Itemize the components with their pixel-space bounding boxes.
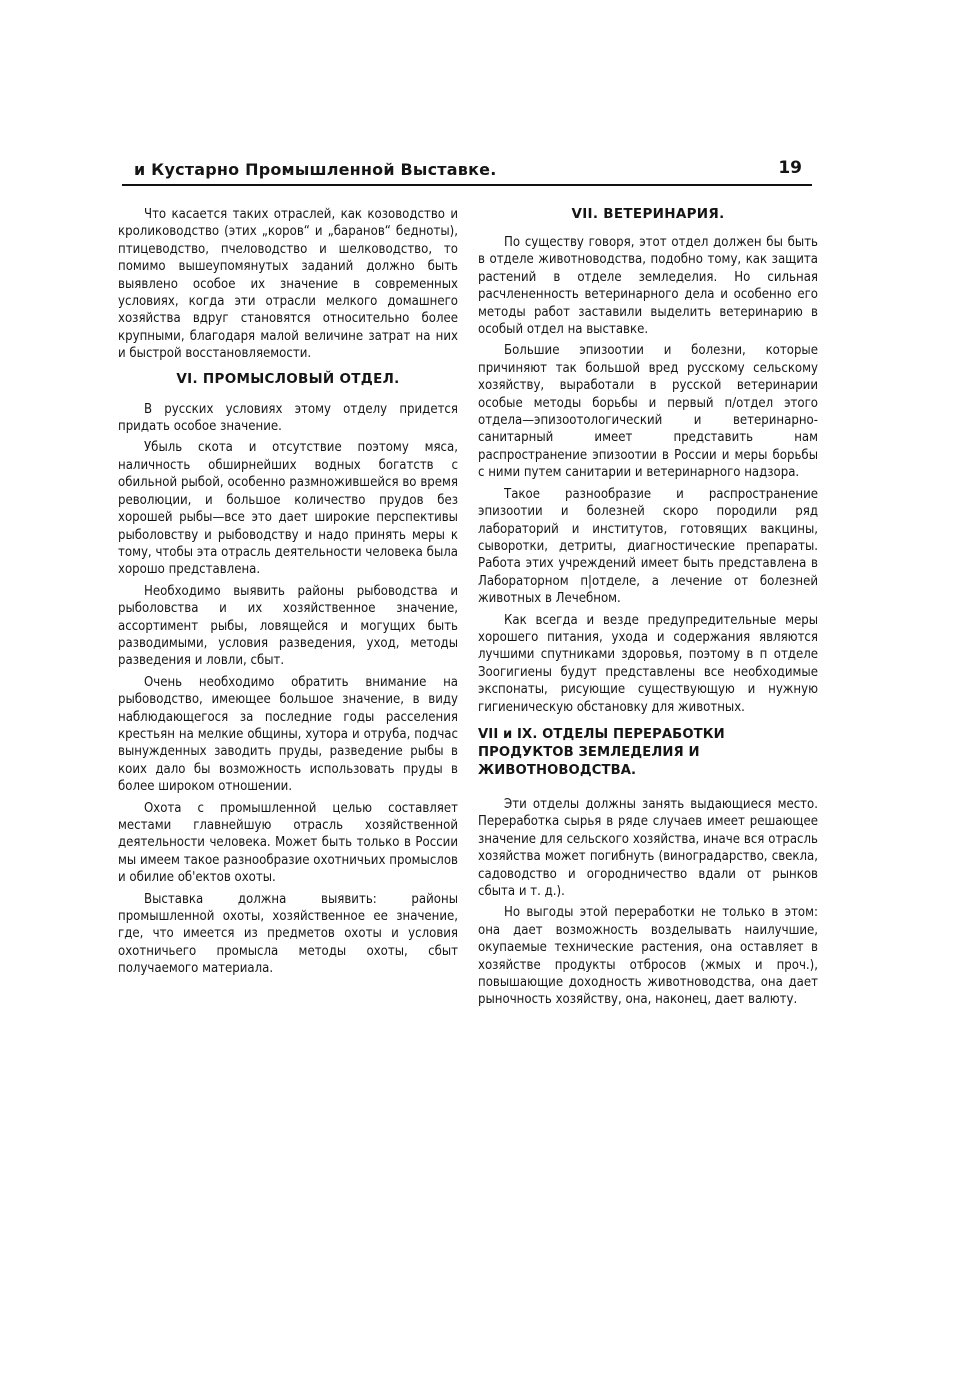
paragraph: Эти отделы должны занять выдающиеся место. Переработка сырья в ряде случаев имеет решающее значение для сельского хозяйства, иначе вся отрасль хозяйства может погибнуть (виноградарство, свекла, садоводство и огородничество вдали от рынков сбыта и т. д.). — [478, 796, 818, 899]
paragraph: Очень необходимо обратить внимание на рыбоводство, имеющее большое значение, в виду наблюдающегося за последние годы расселения крестьян на мелкие общины, хутора и отруба, подчас вынужденных заводить пруды, разведение рыбы в коих дало бы возможность использовать пруды в более широком отношении. — [118, 674, 458, 795]
paragraph: В русских условиях этому отделу придется придать особое значение. — [118, 401, 458, 435]
paragraph: Охота с промышленной целью составляет местами главнейшую отрасль хозяйственной деятельности человека. Может быть только в России мы имеем такое разнообразие охотничьих промыслов и обилие об'ектов охоты. — [118, 800, 458, 886]
running-title: и Кустарно Промышленной Выставке. — [134, 160, 497, 179]
section-heading-vii: VII. ВЕТЕРИНАРИЯ. — [571, 206, 725, 222]
left-column — [118, 206, 458, 982]
right-column — [478, 206, 818, 1013]
paragraph: Выставка должна выявить: районы промышленной охоты, хозяйственное ее значение, где, что имеется из предметов охоты и условия охотничьего промысла методы охоты, сбыт получаемого материала. — [118, 891, 458, 977]
section-heading-vi: VI. ПРОМЫСЛОВЫЙ ОТДЕЛ. — [176, 370, 400, 387]
paragraph: Как всегда и везде предупредительные меры хорошего питания, ухода и содержания являются лучшими спутниками здоровья, поэтому в п отделе Зоогигиены будут представлены все необходимые экспонаты, рисующие существующую и нужную гигиеническую обстановку для животных. — [478, 612, 818, 715]
paragraph: Но выгоды этой переработки не только в этом: она дает возможность возделывать наилучшие, окупаемые технические растения, она оставляет в хозяйстве продукты отбросов (жмых и проч.), повышающие доходность животноводства, она дает рыночность хозяйству, она, наконец, дает валюту. — [478, 905, 818, 1008]
paragraph: Убыль скота и отсутствие поэтому мяса, наличность обширнейших водных богатств с обильной рыбой, особенно размножившейся во время революции, и большое количество прудов без хорошей рыбы—все это дает широкие перспективы рыболовству и рыбоводству и надо принять меры к тому, чтобы эта отрасль деятельности человека была хорошо представлена. — [118, 440, 458, 578]
paragraph: Необходимо выявить районы рыбоводства и рыболовства и их хозяйственное значение, ассортимент рыбы, ловящейся и могущих быть разводимыми, условия разведения, уход, методы разведения и ловли, сбыт. — [118, 583, 458, 669]
paragraph: По существу говоря, этот отдел должен бы быть в отделе животноводства, подобно тому, как защита растений в отделе земледелия. Но сильная расчлененность ветеринарного дела и особенно его методы работ заставили выделить ветеринарию в особый отдел на выставке. — [478, 235, 818, 338]
section-heading-viii-ix: VII и IX. ОТДЕЛЫ ПЕРЕРАБОТКИ ПРОДУКТОВ ЗЕМЛЕДЕЛИЯ И ЖИВОТНОВОДСТВА. — [478, 726, 725, 778]
page-number: 19 — [778, 158, 802, 178]
paragraph: Большие эпизоотии и болезни, которые причиняют так большой вред русскому сельскому хозяйству, выработали в русской ветеринарии особые методы борьбы и первый п/отдел этого отдела—эпизоотологический и ветеринарно-санитарный имеет представить нам распространение эпизоотии в России и меры борьбы с ними путем санитарии и ветеринарного надзора. — [478, 343, 818, 481]
page-header — [122, 160, 812, 186]
paragraph: Такое разнообразие и распространение эпизоотии и болезней скоро породили ряд лабораторий и институтов, готовящих вакцины, сыворотки, детриты, диагностические препараты. Работа этих учреждений имеет быть представлена в Лабораторном п|отделе, а лечение от болезней животных в Лечебном. — [478, 486, 818, 607]
paragraph: Что касается таких отраслей, как козоводство и кролиководство (этих „коров“ и „баранов“ бедноты), птицеводство, пчеловодство и шелководство, то помимо вышеупомянутых заданий должно быть выявлено особое их значение в современных условиях, когда эти отрасли мелкого домашнего хозяйства вдруг становятся относительно более крупными, благодаря малой величине затрат на них и быстрой восстановляемости. — [118, 207, 458, 362]
